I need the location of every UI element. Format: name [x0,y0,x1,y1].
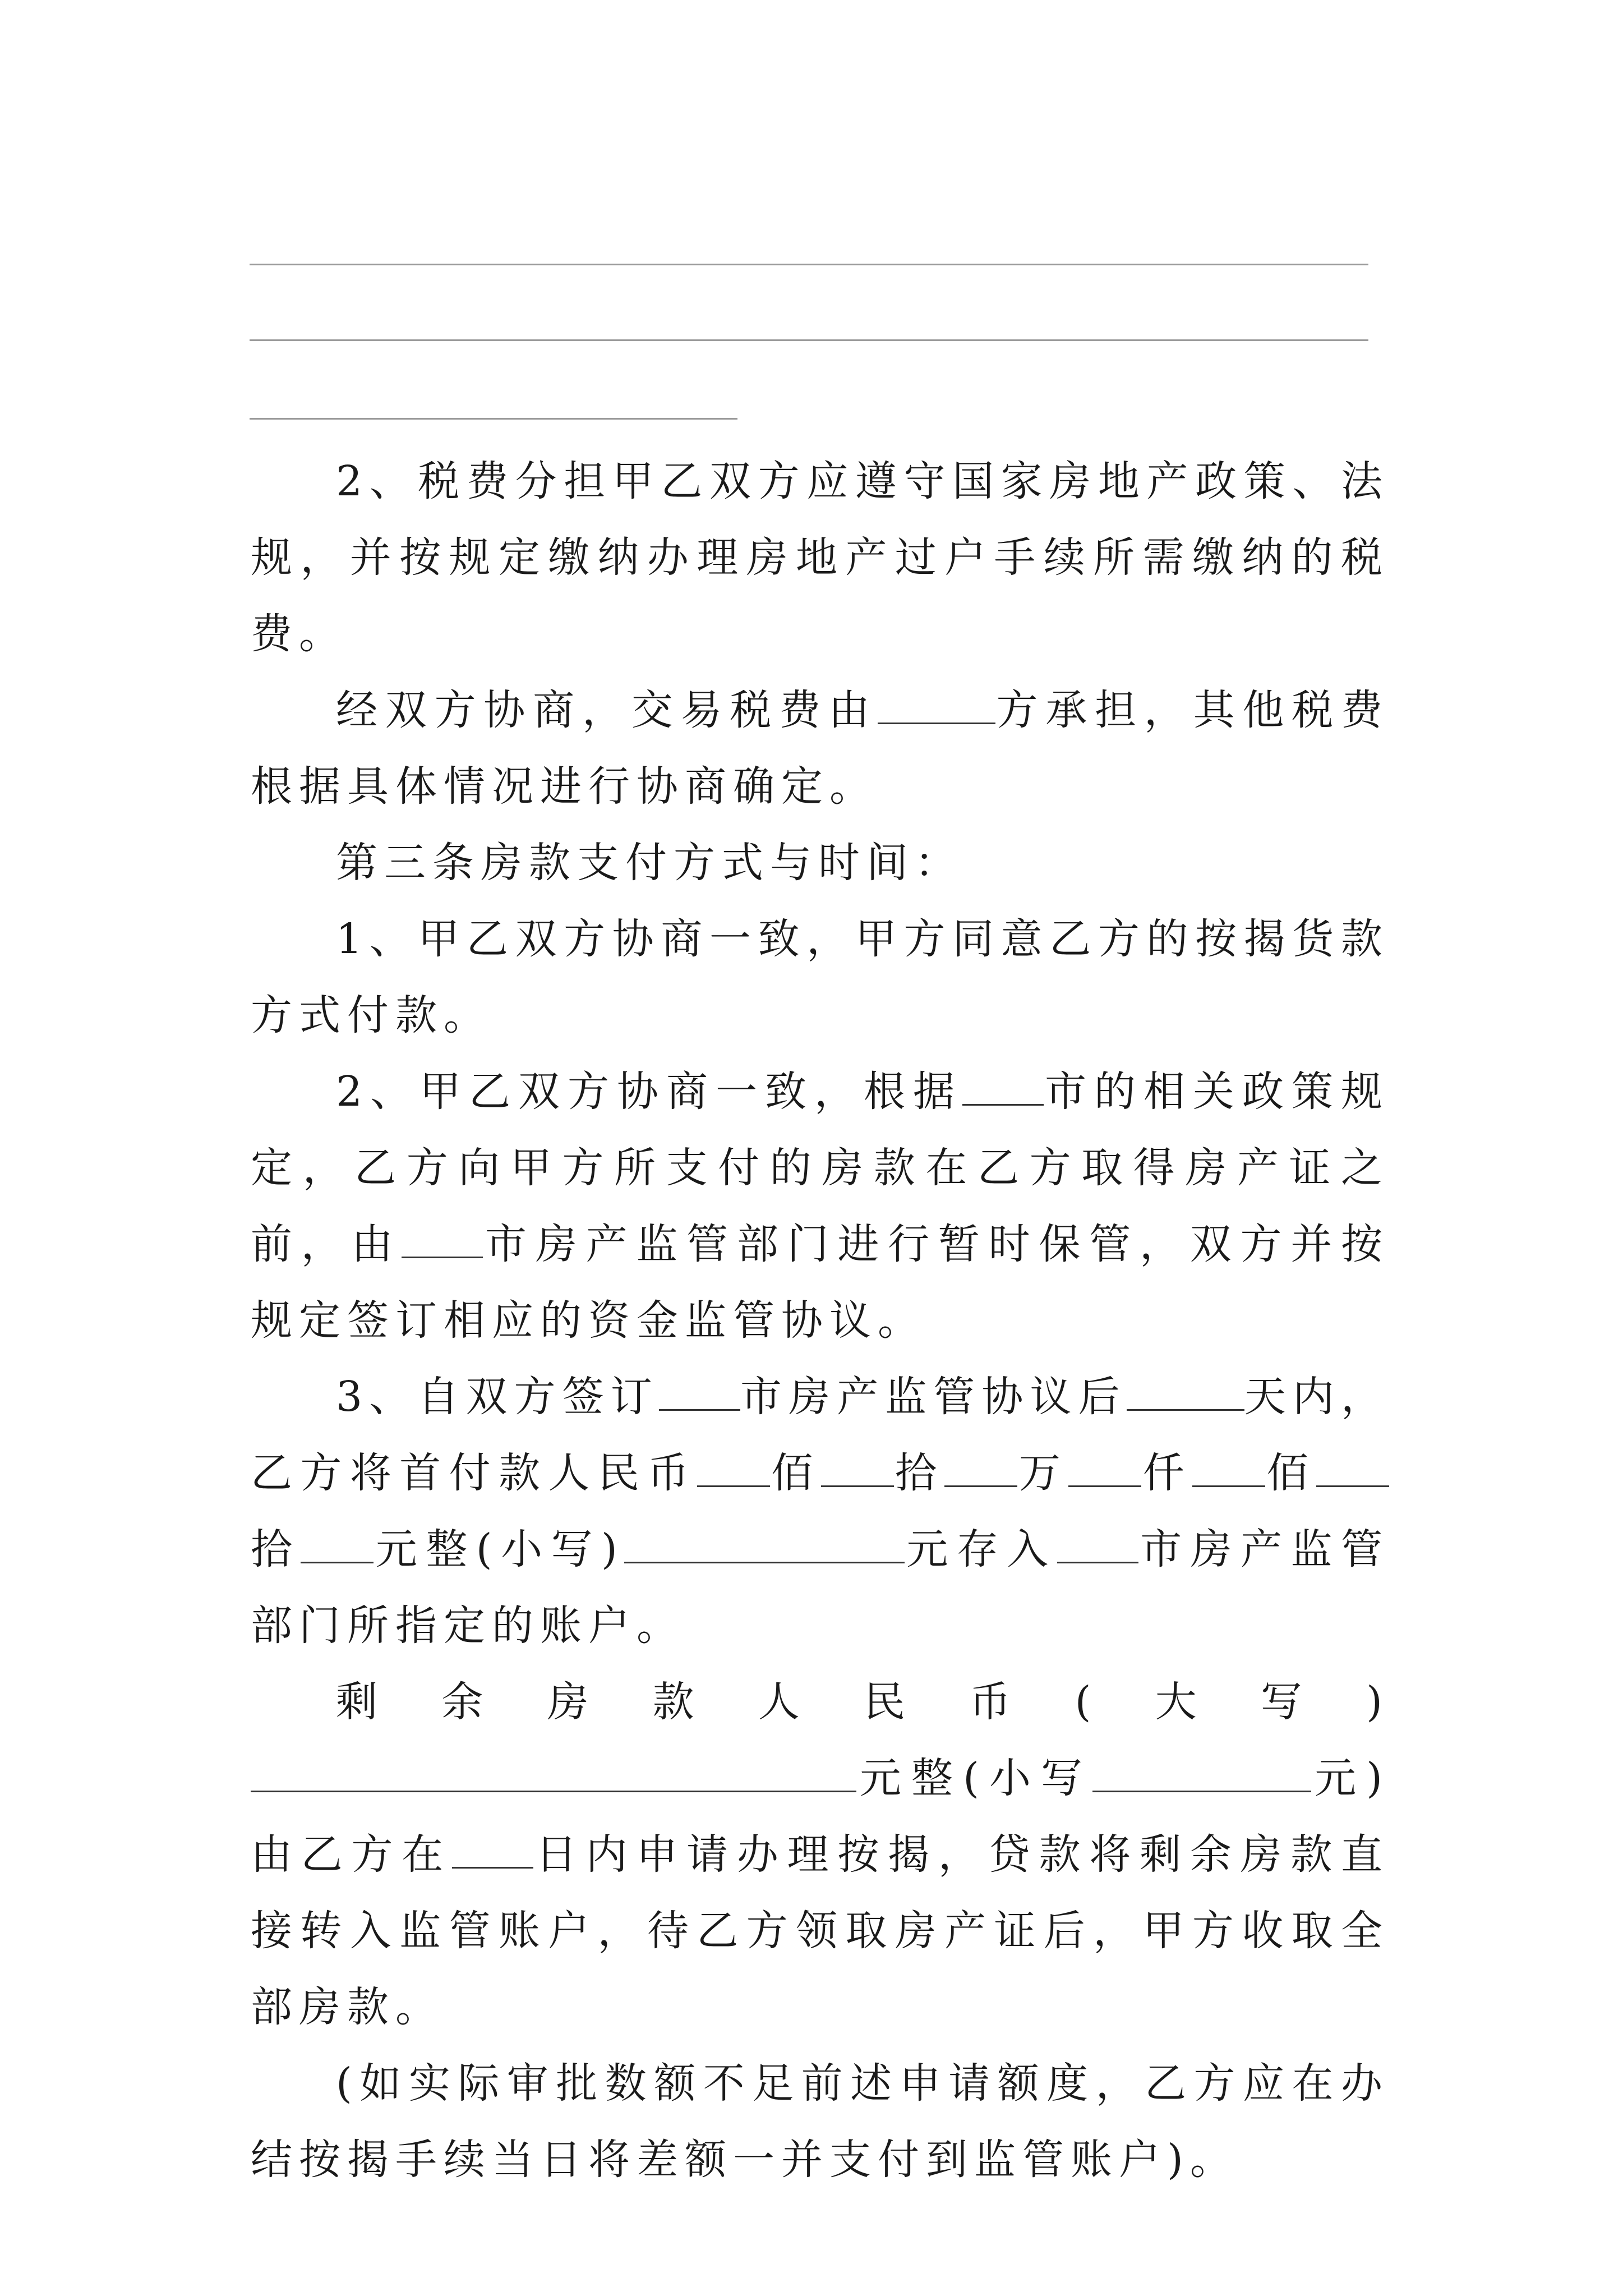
text-segment: 天内，乙方将首付款人民币 [251,1373,1390,1497]
text-segment: 元存入 [904,1525,1057,1573]
fill-blank-mortgage-days [452,1832,533,1869]
fill-blank-city-3 [659,1374,740,1411]
blank-rule-line-3 [250,418,737,420]
paragraph-tax-agreement [251,672,1389,825]
text-segment: (如实际审批数额不足前述申请额度，乙方应在办结按揭手续当日将差额一并支付到监管账户)。 [251,2059,1389,2184]
paragraph-down-payment [251,1359,1389,1664]
paragraph-article-3-title [251,825,1389,901]
paragraph-fund-supervision [251,1053,1389,1359]
text-segment: 剩余房款人民币(大写) [336,1678,1389,1726]
fill-blank-days [1127,1374,1244,1411]
fill-blank-amount-bai [1192,1451,1265,1487]
blank-rule-line-1 [250,264,1368,265]
text-segment: 佰 [1265,1449,1317,1497]
contract-body [251,443,1389,2198]
fill-blank-amount-qian [1068,1451,1141,1487]
text-segment: 1、甲乙双方协商一致，甲方同意乙方的按揭货款方式付款。 [251,915,1389,1039]
text-segment: 仟 [1141,1449,1193,1497]
fill-blank-amount-wan [944,1451,1017,1487]
fill-blank-remaining-amount-numeric [1092,1756,1311,1792]
fill-blank-tax-party [878,688,995,724]
text-segment: 第三条房款支付方式与时间： [336,839,963,887]
text-segment: 市房产监管部门所指定的账户。 [251,1525,1389,1650]
text-segment: 市房产监管部门进行暂时保管，双方并按规定签订相应的资金监管协议。 [251,1220,1390,1345]
text-segment: 拾 [893,1449,945,1497]
text-segment: 3、自双方签订 [336,1373,659,1421]
fill-blank-city-1 [962,1069,1044,1106]
fill-blank-city-2 [402,1222,483,1258]
text-segment: 元整(小写) [374,1525,624,1573]
fill-blank-amount-bai-wan [697,1451,770,1487]
text-segment: 元)由乙方在 [251,1754,1389,1879]
fill-blank-city-4 [1057,1527,1138,1563]
paragraph-tax-sharing [251,443,1389,672]
text-segment: 万 [1017,1449,1069,1497]
fill-blank-amount-shi-wan [821,1451,894,1487]
text-segment: 经双方协商，交易税费由 [336,686,878,734]
text-segment: 日内申请办理按揭，贷款将剩余房款直接转入监管账户，待乙方领取房产证后，甲方收取全部房款。 [251,1830,1390,2031]
paragraph-remaining-payment [251,1664,1389,2045]
text-segment: 2、甲乙双方协商一致，根据 [336,1068,963,1116]
text-segment: 佰 [769,1449,821,1497]
fill-blank-remaining-amount-words [251,1756,856,1792]
text-segment: 市房产监管协议后 [740,1373,1127,1421]
text-segment: 拾 [251,1525,301,1573]
text-segment: 方承担，其他税费根据具体情况进行协商确定。 [251,686,1390,811]
fill-blank-amount-shi [1316,1451,1389,1487]
blank-rule-line-2 [250,339,1368,341]
paragraph-text: 2、税费分担甲乙双方应遵守国家房地产政策、法规，并按规定缴纳办理房地产过户手续所需缴纳的税费。 [251,457,1389,658]
paragraph-mortgage-payment [251,901,1389,1053]
fill-blank-amount-yuan [301,1527,374,1563]
paragraph-shortfall-note [251,2045,1389,2198]
text-segment: 元整(小写 [856,1754,1093,1802]
fill-blank-amount-numeric [624,1527,905,1563]
text-segment: 市的相关政策规定，乙方向甲方所支付的房款在乙方取得房产证之前，由 [251,1068,1389,1268]
